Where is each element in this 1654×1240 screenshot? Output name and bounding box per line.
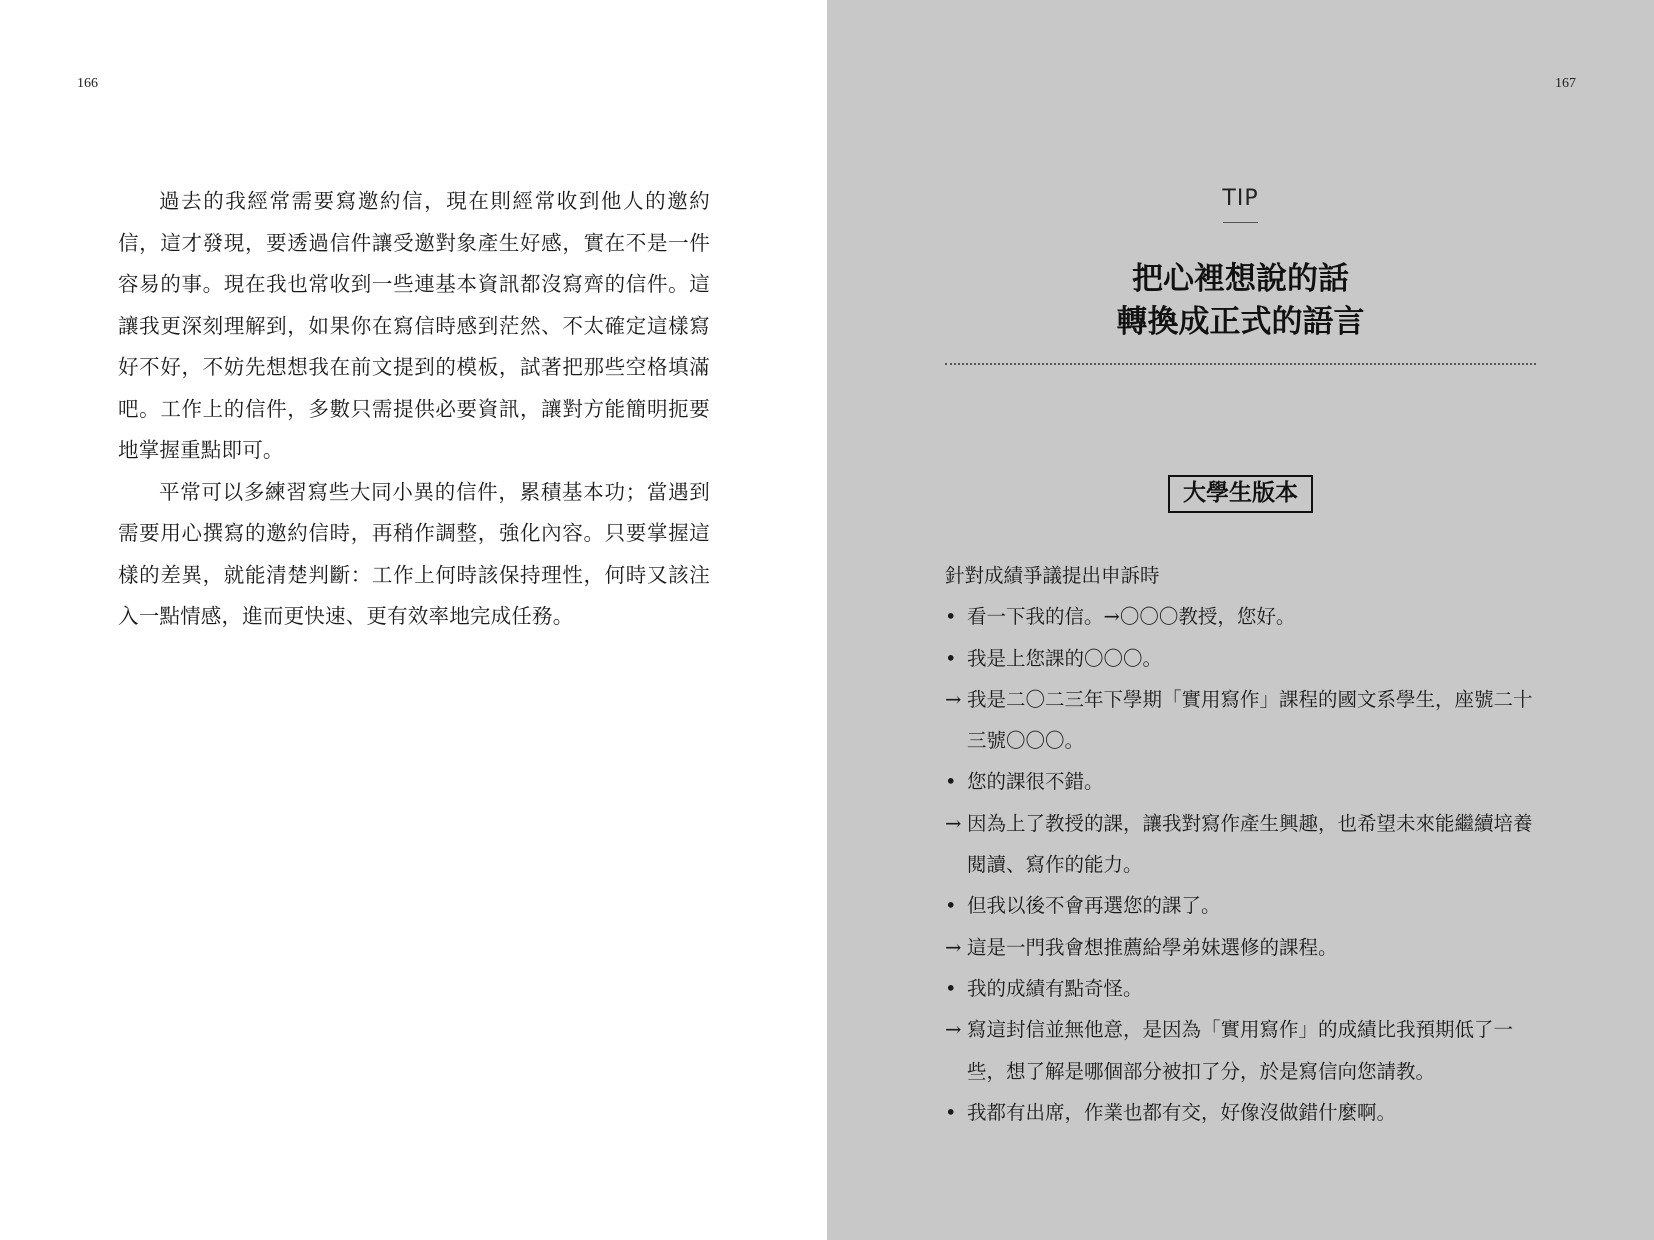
item-marker: • — [945, 1100, 957, 1124]
list-item — [945, 679, 1545, 762]
list-item — [945, 1009, 1545, 1092]
list-item — [945, 927, 1545, 968]
item-text: 我是二〇二三年下學期「實用寫作」課程的國文系學生，座號二十三號〇〇〇。 — [967, 687, 1533, 753]
item-marker: → — [945, 811, 962, 835]
list-item — [945, 803, 1545, 886]
page-number-left: 166 — [77, 76, 98, 91]
item-marker: • — [945, 976, 957, 1000]
tip-title-line-2: 轉換成正式的語言 — [1116, 304, 1365, 340]
list-item — [945, 885, 1545, 926]
list-item — [945, 1092, 1545, 1133]
item-marker: → — [945, 687, 962, 711]
paragraph: 過去的我經常需要寫邀約信，現在則經常收到他人的邀約信，這才發現，要透過信件讓受邀對象產生好感，實在不是一件容易的事。現在我也常收到一些連基本資訊都沒寫齊的信件。這讓我更深刻理解到，如果你在寫信時感到茫然、不太確定這樣寫好不好，不妨先想想我在前文提到的模板，試著把那些空格填滿吧。工作上的信件，多數只需提供必要資訊，讓對方能簡明扼要地掌握重點即可。 — [118, 189, 710, 462]
item-text: 我的成績有點奇怪。 — [967, 976, 1143, 1000]
item-marker: • — [945, 605, 957, 629]
item-text: 因為上了教授的課，讓我對寫作產生興趣，也希望未來能繼續培養閱讀、寫作的能力。 — [967, 811, 1533, 877]
paragraph: 平常可以多練習寫些大同小異的信件，累積基本功；當遇到需要用心撰寫的邀約信時，再稍作調整，強化內容。只要掌握這樣的差異，就能清楚判斷：工作上何時該保持理性，何時又該注入一點情感，進而更快速、更有效率地完成任務。 — [118, 479, 710, 628]
list-item — [945, 968, 1545, 1009]
version-label-box: 大學生版本 — [1168, 475, 1313, 513]
item-text: 我都有出席，作業也都有交，好像沒做錯什麼啊。 — [967, 1100, 1397, 1124]
item-text: 我是上您課的〇〇〇。 — [967, 646, 1163, 670]
tip-underline — [1223, 222, 1258, 223]
tip-title — [827, 258, 1654, 344]
item-text: 寫這封信並無他意，是因為「實用寫作」的成績比我預期低了一些，想了解是哪個部分被扣了分，於是寫信向您請教。 — [967, 1018, 1514, 1083]
item-text: 看一下我的信。→〇〇〇教授，您好。 — [967, 605, 1296, 629]
tip-label: TIP — [1222, 186, 1259, 211]
item-text: 您的課很不錯。 — [967, 770, 1104, 794]
item-marker: • — [945, 770, 957, 794]
tip-title-line-1: 把心裡想說的話 — [1132, 261, 1349, 297]
dotted-divider — [945, 363, 1536, 365]
list-item — [945, 596, 1545, 637]
right-page — [827, 0, 1654, 1240]
item-marker: • — [945, 646, 957, 670]
page-number-right: 167 — [1555, 76, 1576, 91]
item-marker: → — [945, 935, 962, 959]
item-text: 但我以後不會再選您的課了。 — [967, 894, 1221, 918]
tip-content — [945, 555, 1545, 1133]
item-marker: → — [945, 1018, 962, 1042]
item-text: 這是一門我會想推薦給學弟妹選修的課程。 — [967, 935, 1338, 959]
section-heading: 針對成績爭議提出申訴時 — [945, 564, 1160, 587]
body-text — [118, 181, 710, 638]
item-marker: • — [945, 894, 957, 918]
list-item — [945, 761, 1545, 802]
list-item — [945, 638, 1545, 679]
